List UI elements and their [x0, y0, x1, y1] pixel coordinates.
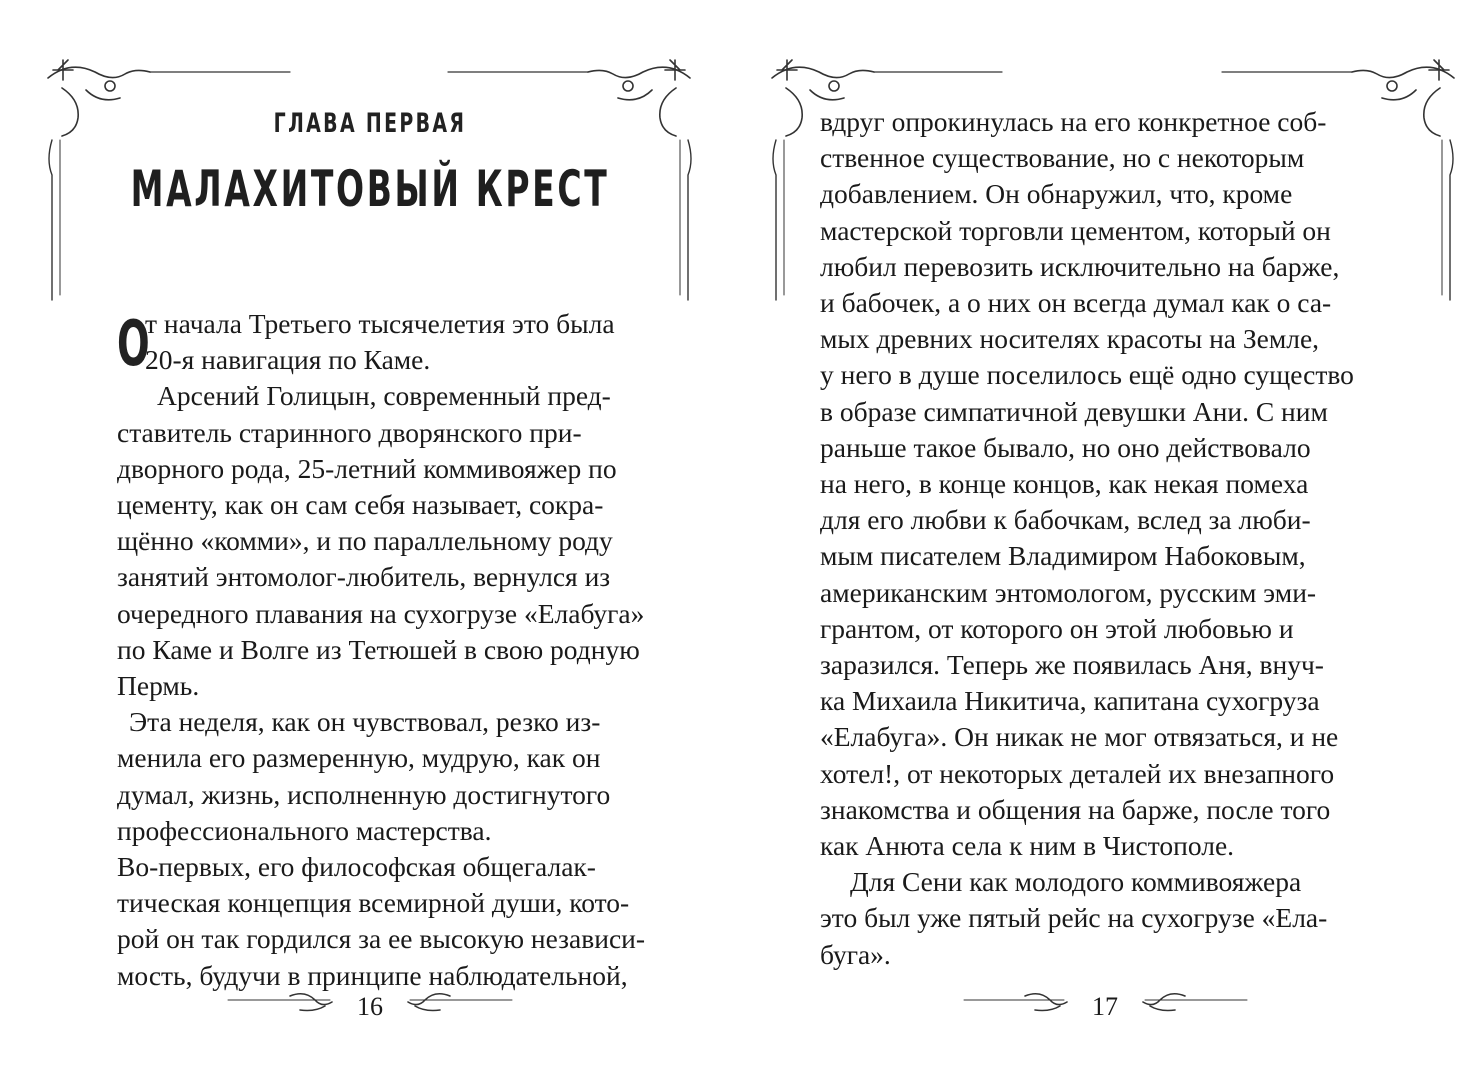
text-line: очередного плавания на сухогрузе «Елабуга»	[117, 597, 645, 629]
text-line: профессионального мастерства.	[117, 814, 492, 846]
text-line: ставитель старинного дворянского при-	[117, 416, 582, 448]
text-line: Во-первых, его философская общегалак-	[117, 851, 596, 883]
text-line: щённо «комми», и по параллельному роду	[117, 525, 613, 557]
paragraph	[820, 864, 1362, 973]
chapter-title: МАЛАХИТОВЫЙ КРЕСТ	[130, 160, 610, 218]
text-line: добавлением. Он обнаружил, что, кроме	[820, 178, 1293, 210]
text-line: у него в душе поселилось ещё одно существо	[820, 359, 1354, 391]
text-line: рой он так гордился за ее высокую независи-	[117, 923, 646, 955]
text-line: раньше такое бывало, но оно действовало	[820, 431, 1311, 463]
text-line: цементу, как он сам себя называет, сокра-	[117, 489, 604, 521]
text-line: для его любви к бабочкам, вслед за люби-	[820, 504, 1311, 536]
left-page	[0, 0, 740, 1080]
body-text-right	[820, 104, 1362, 973]
text-line: занятий энтомолог-любитель, вернулся из	[117, 561, 611, 593]
text-line: 20-я навигация по Каме.	[145, 344, 431, 376]
text-line: Арсений Голицын, современный пред-	[157, 380, 611, 412]
text-line: и бабочек, а о них он всегда думал как о са-	[820, 287, 1332, 319]
right-page	[742, 0, 1483, 1080]
body-text-left	[117, 306, 658, 994]
page-number-left: 16	[357, 992, 383, 1021]
text-line: мость, будучи в принципе наблюдательной,	[117, 959, 628, 991]
text-line: думал, жизнь, исполненную достигнутого	[117, 778, 611, 810]
paragraph	[117, 849, 658, 994]
text-line: буга».	[820, 938, 891, 970]
text-line: ка Михаила Никитича, капитана сухогруза	[820, 685, 1320, 717]
text-line: менила его размеренную, мудрую, как он	[117, 742, 601, 774]
drop-cap: О	[117, 307, 150, 380]
text-line: Эта неделя, как он чувствовал, резко из-	[129, 706, 601, 738]
text-line: это был уже пятый рейс на сухогрузе «Ела-	[820, 902, 1328, 934]
text-line: по Каме и Волге из Тетюшей в свою родную	[117, 633, 640, 665]
text-line: Пермь.	[117, 670, 200, 702]
text-line: знакомства и общения на барже, после того	[820, 793, 1331, 825]
text-line: мых древних носителях красоты на Земле,	[820, 323, 1320, 355]
text-line: грантом, от которого он этой любовью и	[820, 612, 1294, 644]
text-line: ственное существование, но с некоторым	[820, 142, 1305, 174]
text-line: дворного рода, 25-летний коммивояжер по	[117, 452, 617, 484]
text-line: т начала Третьего тысячелетия это была	[145, 308, 615, 339]
text-line: любил перевозить исключительно на барже,	[820, 250, 1340, 282]
text-line: в образе симпатичной девушки Ани. С ним	[820, 395, 1328, 427]
text-line: Для Сени как молодого коммивояжера	[850, 866, 1302, 898]
text-line: на него, в конце концов, как некая помеха	[820, 468, 1309, 500]
chapter-label: ГЛАВА ПЕРВАЯ	[273, 108, 467, 139]
paragraph	[117, 378, 658, 704]
text-line: мым писателем Владимиром Набоковым,	[820, 540, 1306, 572]
text-line: «Елабуга». Он никак не мог отвязаться, и не	[820, 721, 1339, 753]
text-line: американским энтомологом, русским эми-	[820, 576, 1317, 608]
text-line: хотел!, от некоторых деталей их внезапного	[820, 757, 1335, 789]
text-line: вдруг опрокинулась на его конкретное соб-	[820, 106, 1327, 137]
page-number-right: 17	[1092, 992, 1118, 1021]
text-line: как Анюта села к ним в Чистополе.	[820, 830, 1235, 862]
text-line: заразился. Теперь же появилась Аня, внуч-	[820, 649, 1324, 681]
text-line: тическая концепция всемирной души, кото-	[117, 887, 630, 919]
paragraph	[117, 704, 658, 849]
opening-paragraph	[117, 306, 658, 378]
text-line: мастерской торговли цементом, который он	[820, 214, 1331, 246]
paragraph	[820, 104, 1362, 864]
